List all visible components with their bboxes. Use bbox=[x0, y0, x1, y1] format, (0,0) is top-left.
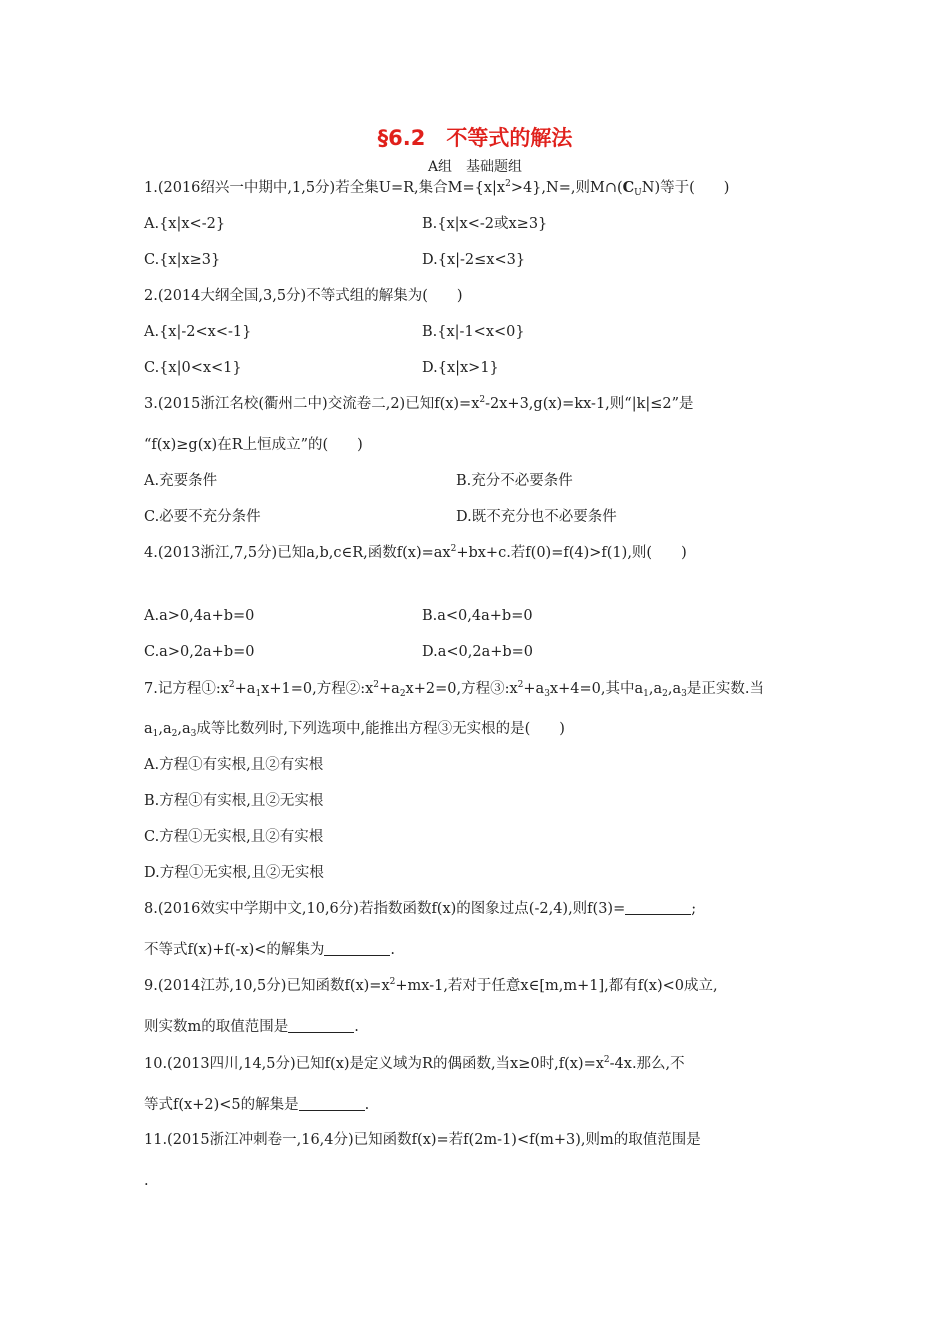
question-7-stem-line-2: $a_1,a_2,a_3$成等比数列时,下列选项中,能推出方程③无实根的是( ) bbox=[144, 721, 565, 739]
question-3-options-row-2 bbox=[144, 507, 617, 527]
question-3-options-row-1 bbox=[144, 471, 573, 491]
question-9-line-2: 则实数m的取值范围是 . bbox=[144, 1019, 359, 1035]
answer-blank bbox=[299, 1096, 365, 1111]
question-1-options-row-1 bbox=[144, 214, 548, 234]
question-2-stem: 2.(2014大纲全国,3,5分)不等式组的解集为( ) bbox=[144, 288, 463, 304]
option-c: C.a>0,2a+b=0 bbox=[144, 644, 255, 660]
option-a: A.{x|x<-2} bbox=[144, 216, 226, 232]
question-7-option-d: D.方程①无实根,且②无实根 bbox=[144, 865, 324, 881]
answer-blank bbox=[288, 1018, 354, 1033]
question-11-line-1: 11.(2015浙江冲刺卷一,16,4分)已知函数f(x)=若f(2m-1)<f(m+3),则m的取值范围是 bbox=[144, 1132, 701, 1148]
question-4-options-row-1 bbox=[144, 606, 533, 626]
answer-blank bbox=[625, 900, 691, 915]
question-7-option-a: A.方程①有实根,且②有实根 bbox=[144, 757, 324, 773]
option-c: C.必要不充分条件 bbox=[144, 509, 261, 525]
question-4-options-row-2 bbox=[144, 642, 534, 662]
complement-symbol: C bbox=[622, 179, 635, 196]
option-a: A.充要条件 bbox=[144, 473, 218, 489]
question-3-stem: 3.(2015浙江名校(衢州二中)交流卷二,2)已知$f(x)=x^2-2x+3,g(x)=kx-1$,则“|k|≤2”是 bbox=[144, 395, 694, 412]
answer-blank bbox=[324, 941, 390, 956]
option-b: B.{x|x<-2或x≥3} bbox=[422, 216, 548, 232]
question-2-options-row-2 bbox=[144, 358, 499, 378]
option-a: A.{x|-2<x<-1} bbox=[144, 324, 252, 340]
question-8-line-1: 8.(2016效实中学期中文,10,6分)若指数函数f(x)的图象过点(-2,4),则f(3)= ; bbox=[144, 901, 697, 917]
option-d: D.既不充分也不必要条件 bbox=[456, 509, 617, 525]
option-a: A.a>0,4a+b=0 bbox=[144, 608, 255, 624]
question-7-option-b: B.方程①有实根,且②无实根 bbox=[144, 793, 324, 809]
question-1-stem: 1.(2016绍兴一中期中,1,5分)若全集U=R,集合$M=\{x|x^2>4\},N=$,则$M\cap(C_UN)$等于( ) bbox=[144, 179, 730, 198]
option-c: C.{x|x≥3} bbox=[144, 252, 221, 268]
question-4-stem: 4.(2013浙江,7,5分)已知a,b,c∈R,函数$f(x)=ax^2+bx+c$.若f(0)=f(4)>f(1),则( ) bbox=[144, 544, 687, 561]
group-title: A组 基础题组 bbox=[427, 159, 523, 175]
question-7-stem: 7.记方程$①:x^2+a_1x+1=0$,方程$②:x^2+a_2x+2=0$,方程$③:x^2+a_3x+4=0$,其中$a_1,a_2,a_3$是正实数.当 bbox=[144, 680, 764, 699]
option-b: B.{x|-1<x<0} bbox=[422, 324, 525, 340]
option-c: C.{x|0<x<1} bbox=[144, 360, 242, 376]
option-d: D.{x|x>1} bbox=[422, 360, 499, 376]
option-d: D.{x|-2≤x<3} bbox=[422, 252, 526, 268]
question-3-stem-line-2: “f(x)≥g(x)在R上恒成立”的( ) bbox=[144, 437, 363, 453]
option-b: B.充分不必要条件 bbox=[456, 473, 573, 489]
option-b: B.a<0,4a+b=0 bbox=[422, 608, 533, 624]
section-title: §6.2 不等式的解法 bbox=[377, 126, 573, 150]
question-7-option-c: C.方程①无实根,且②有实根 bbox=[144, 829, 324, 845]
question-10-line-2: 等式f(x+2)<5的解集是 . bbox=[144, 1097, 370, 1113]
question-1-options-row-2 bbox=[144, 250, 526, 270]
option-d: D.a<0,2a+b=0 bbox=[422, 644, 534, 660]
question-10-line-1: 10.(2013四川,14,5分)已知f(x)是定义域为R的偶函数,当x≥0时$,f(x)=x^2-4x$.那么,不 bbox=[144, 1055, 685, 1072]
question-8-line-2: 不等式f(x)+f(-x)<的解集为 . bbox=[144, 942, 396, 958]
question-9-line-1: 9.(2014江苏,10,5分)已知函数$f(x)=x^2+mx-1$,若对于任意x∈[m,m+1],都有f(x)<0成立, bbox=[144, 977, 718, 994]
question-11-line-2: . bbox=[144, 1173, 149, 1189]
question-2-options-row-1 bbox=[144, 322, 525, 342]
